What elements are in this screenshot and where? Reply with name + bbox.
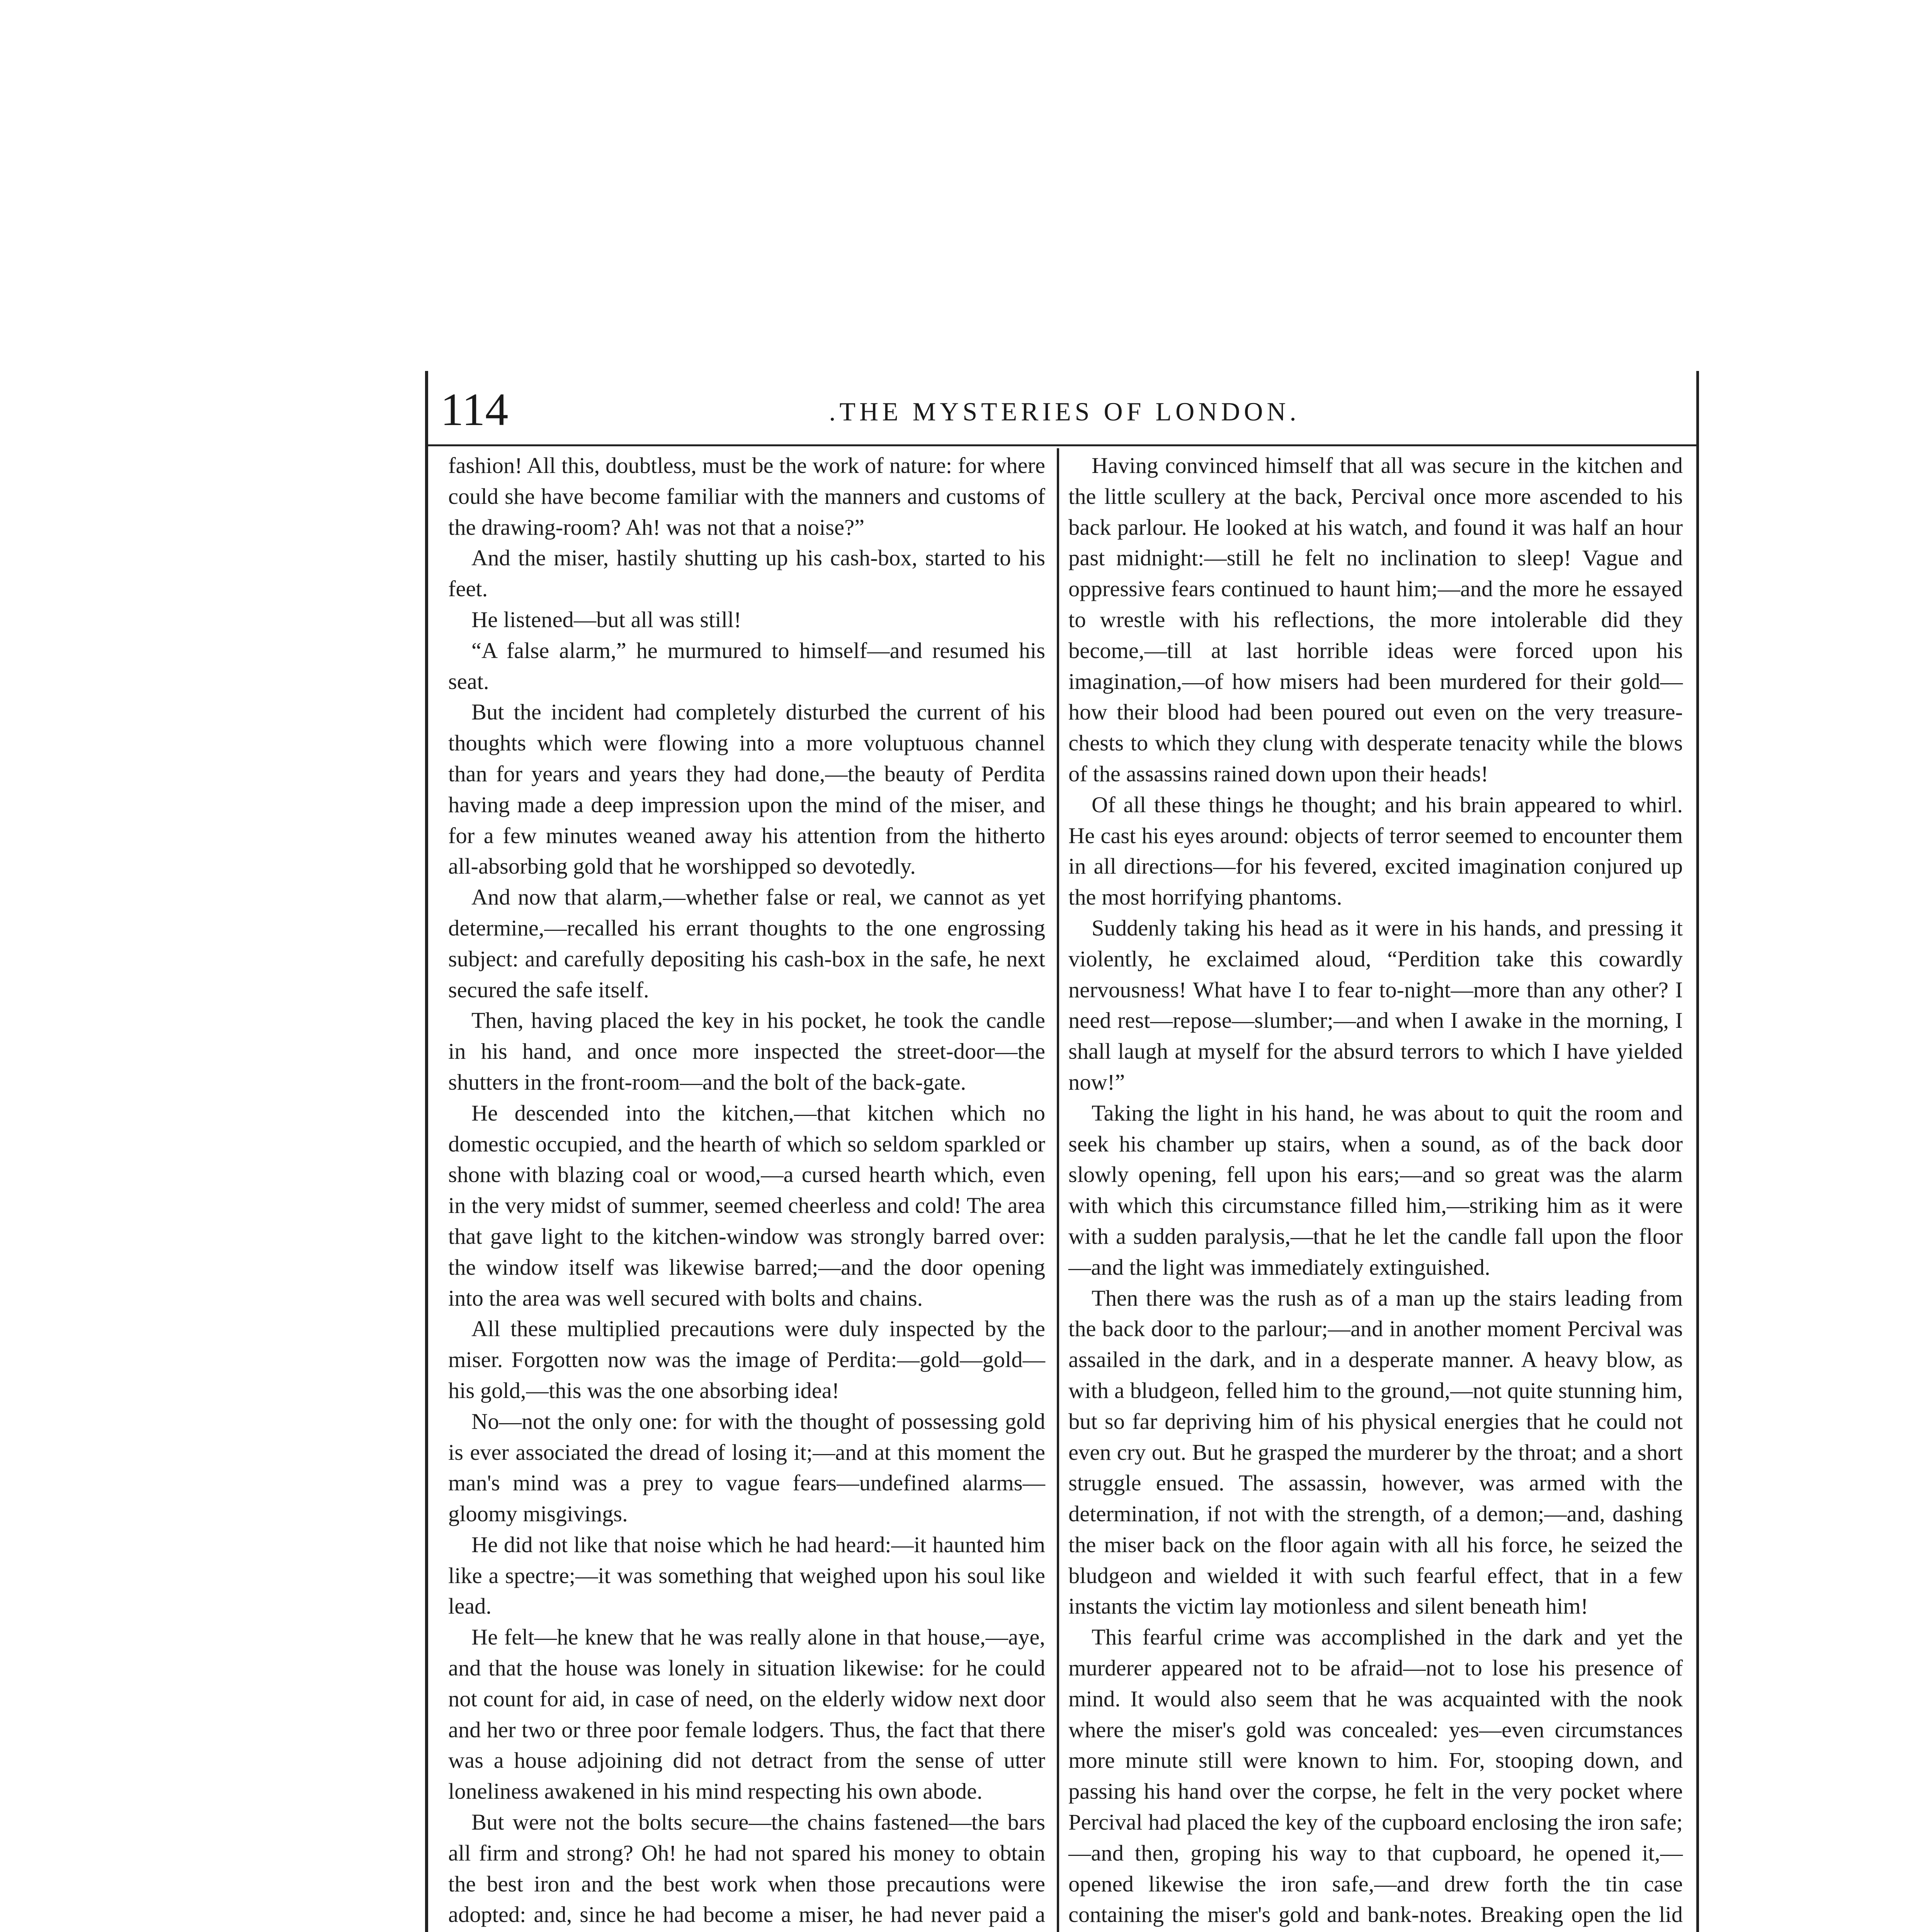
paragraph: He did not like that noise which he had heard:—it haunted him like a spectre;—it was something that weighed upon his soul like lead. bbox=[448, 1532, 1045, 1619]
page-frame-left-rule bbox=[425, 371, 428, 1932]
page-frame-right-rule bbox=[1696, 371, 1699, 1932]
paragraph: Taking the light in his hand, he was about to quit the room and seek his chamber up stairs, when a sound, as of the back door slowly opening, fell upon his ears;—and so great was the alarm with which this circumstance filled him,—striking him as it were with a sudden paralysis,—that he let the candle fall upon the floor—and the light was immediately extinguished. bbox=[1068, 1100, 1683, 1280]
paragraph: Suddenly taking his head as it were in his hands, and pressing it violently, he exclaimed aloud, “Perdition take this cowardly nervousness! What have I to fear to-night—more than any other? I need rest—repose—slumber;—and when I awake in the morning, I shall laugh at myself for the absurd terrors to which I have yielded now!” bbox=[1068, 915, 1683, 1095]
paragraph: Having convinced himself that all was secure in the kitchen and the little scullery at the back, Percival once more ascended to his back parlour. He looked at his watch, and found it was half an hour past midnight:—still he felt no inclination to sleep! Vague and oppressive fears continued to haunt him;—and the more he essayed to wrestle with his reflections, the more intolerable did they become,—till at last horrible ideas were forced upon his imagination,—of how misers had been murdered for their gold—how their blood had been poured out even on the very treasure-chests to which they clung with desperate tenacity while the blows of the assassins rained down upon their heads! bbox=[1068, 453, 1683, 786]
page-header bbox=[440, 381, 1689, 439]
paragraph: And the miser, hastily shutting up his cash-box, started to his feet. bbox=[448, 545, 1045, 602]
paragraph: This fearful crime was accomplished in the dark and yet the murderer appeared not to be afraid—not to lose his presence of mind. It would also seem that he was acquainted with the nook where the miser's gold was concealed: yes—even circumstances more minute still were known to him. For, stooping down, and passing his hand over the corpse, he felt in the very pocket where Percival had placed the key of the cupboard enclosing the iron safe;—and then, groping his way to that cupboard, he opened it,—opened likewise the iron safe,—and drew forth the tin case containing the miser's gold and bank-notes. Breaking open the lid bbox=[1068, 1624, 1683, 1927]
paragraph: Of all these things he thought; and his brain appeared to whirl. He cast his eyes around: objects of terror seemed to encounter them in all directions—for his fevered, excited imagination conjured up the most horrifying phantoms. bbox=[1068, 792, 1683, 910]
paragraph: Then, having placed the key in his pocket, he took the candle in his hand, and once more inspected the street-door—the shutters in the front-room—and the bolt of the back-gate. bbox=[448, 1008, 1045, 1095]
right-column bbox=[1068, 450, 1683, 1932]
paragraph: But were not the bolts secure—the chains fastened—the bars all firm and strong? Oh! he had not spared his money to obtain the best iron and the best work when those precautions were adopted: and, since he had become a miser, he had never paid a bbox=[448, 1810, 1045, 1927]
header-rule bbox=[427, 444, 1696, 446]
page-number: 114 bbox=[440, 384, 509, 435]
paragraph: But the incident had completely disturbed the current of his thoughts which were flowing into a more voluptuous channel than for years and years they had done,—the beauty of Perdita having made a deep impression upon the mind of the miser, and for a few minutes weaned away his attention from the hitherto all-absorbing gold that he worshipped so devotedly. bbox=[448, 699, 1045, 879]
paragraph: And now that alarm,—whether false or real, we cannot as yet determine,—recalled his errant thoughts to the one engrossing subject: and carefully depositing his cash-box in the safe, he next secured the safe itself. bbox=[448, 884, 1045, 1002]
paragraph: Then there was the rush as of a man up the stairs leading from the back door to the parlour;—and in another moment Percival was assailed in the dark, and in a desperate manner. A heavy blow, as with a bludgeon, felled him to the ground,—not quite stunning him, but so far depriving him of his physical energies that he could not even cry out. But he grasped the murderer by the throat; and a short struggle ensued. The assassin, however, was armed with the determination, if not with the strength, of a demon;—and, dashing the miser back on the floor again with all his force, he seized the bludgeon and wielded it with such fearful effect, that in a few instants the victim lay motionless and silent beneath him! bbox=[1068, 1285, 1683, 1619]
column-divider bbox=[1057, 448, 1059, 1932]
paragraph: fashion! All this, doubtless, must be the work of nature: for where could she have become familiar with the manners and customs of the drawing-room? Ah! was not that a noise?” bbox=[448, 453, 1045, 540]
paragraph: He descended into the kitchen,—that kitchen which no domestic occupied, and the hearth of which so seldom sparkled or shone with blazing coal or wood,—a cursed hearth which, even in the very midst of summer, seemed cheerless and cold! The area that gave light to the kitchen-window was strongly barred over: the window itself was likewise barred;—and the door opening into the area was well secured with bolts and chains. bbox=[448, 1100, 1045, 1311]
running-title: .THE MYSTERIES OF LONDON. bbox=[829, 397, 1300, 426]
left-column bbox=[448, 450, 1045, 1932]
paragraph: All these multiplied precautions were duly inspected by the miser. Forgotten now was the image of Perdita:—gold—gold—his gold,—this was the one absorbing idea! bbox=[448, 1316, 1045, 1403]
paragraph: “A false alarm,” he murmured to himself—and resumed his seat. bbox=[448, 638, 1045, 694]
paragraph: No—not the only one: for with the thought of possessing gold is ever associated the dread of losing it;—and at this moment the man's mind was a prey to vague fears—undefined alarms—gloomy misgivings. bbox=[448, 1408, 1045, 1527]
paragraph: He felt—he knew that he was really alone in that house,—aye, and that the house was lonely in situation likewise: for he could not count for aid, in case of need, on the elderly widow next door and her two or three poor female lodgers. Thus, the fact that there was a house adjoining did not detract from the sense of utter loneliness awakened in his mind respecting his own abode. bbox=[448, 1624, 1045, 1804]
paragraph: He listened—but all was still! bbox=[471, 607, 742, 632]
